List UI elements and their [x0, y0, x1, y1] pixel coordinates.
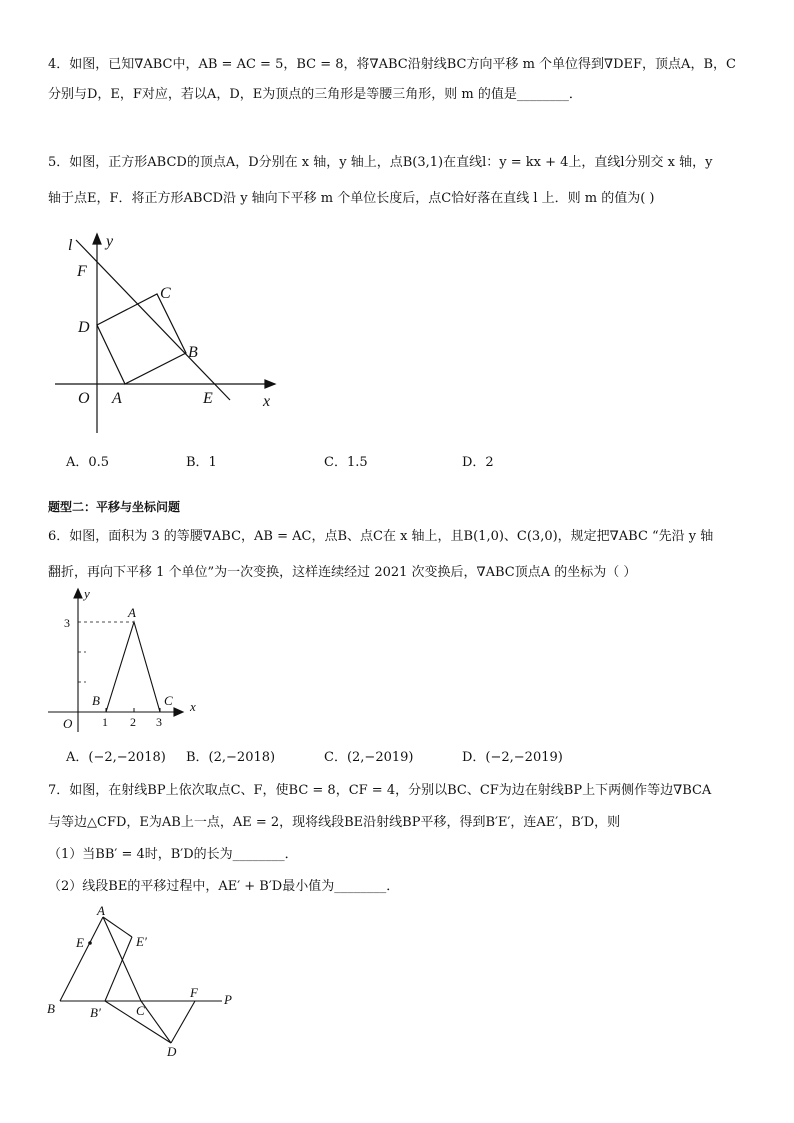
q7-label-B: B — [47, 1001, 55, 1016]
q7-side-fd — [171, 1001, 195, 1043]
q5-label-F: F — [77, 263, 87, 280]
q7-line3: （1）当BB′ = 4时，B′D的长为________． — [48, 847, 298, 862]
q5-label-y: y — [106, 233, 114, 250]
q6-option-b[interactable]: B．(2,−2018) — [186, 750, 276, 765]
q6-label-x: x — [190, 699, 196, 714]
q7-label-D: D — [167, 1044, 177, 1059]
q5-label-A: A — [112, 390, 122, 407]
q7-label-E-prime: E′ — [136, 934, 147, 949]
q6-figure — [46, 584, 216, 734]
q6-label-O: O — [63, 716, 73, 731]
q6-option-c[interactable]: C．(2,−2019) — [324, 750, 414, 765]
q5-figure — [50, 228, 290, 438]
q7-segment-b2e2 — [105, 937, 132, 1001]
q7-side-ab — [60, 917, 103, 1001]
q6-label-A: A — [128, 605, 136, 620]
q7-line4: （2）线段BE的平移过程中，AE′ + B′D最小值为________． — [48, 879, 400, 894]
q6-label-y: y — [84, 586, 90, 601]
q6-line1: 6．如图，面积为 3 的等腰∇ABC，AB = AC，点B、点C在 x 轴上，且B(1,0)、C(3,0)，规定把∇ABC “先沿 y 轴 — [48, 529, 714, 544]
q7-figure — [44, 904, 254, 1064]
q6-triangle-abc — [106, 622, 160, 712]
q5-label-E: E — [203, 390, 213, 407]
q7-point-e — [88, 941, 92, 945]
q6-tick-2: 2 — [130, 715, 136, 729]
q6-tick-3: 3 — [156, 715, 162, 729]
q5-label-l: l — [68, 237, 73, 254]
q5-label-O: O — [78, 390, 90, 407]
q5-option-d[interactable]: D．2 — [462, 455, 494, 470]
q5-line2: 轴于点E，F．将正方形ABCD沿 y 轴向下平移 m 个单位长度后，点C恰好落在直线 l 上．则 m 的值为( ) — [48, 191, 655, 206]
q5-label-D: D — [78, 319, 90, 336]
q6-label-B: B — [92, 693, 100, 708]
q7-line2: 与等边△CFD，E为AB上一点，AE = 2，现将线段BE沿射线BP平移，得到B′E′，连AE′，B′D，则 — [48, 815, 621, 830]
q5-line-l — [76, 240, 230, 400]
q7-label-A: A — [97, 903, 105, 918]
q7-line1: 7．如图，在射线BP上依次取点C、F，使BC = 8，CF = 4，分别以BC、CF为边在射线BP上下两侧作等边∇BCA — [48, 783, 712, 798]
q6-tick-y3: 3 — [64, 616, 70, 630]
section-title-2: 题型二：平移与坐标问题 — [48, 500, 181, 514]
q5-option-c[interactable]: C．1.5 — [324, 455, 368, 470]
q6-tick-1: 1 — [102, 715, 108, 729]
q5-option-a[interactable]: A．0.5 — [66, 455, 110, 470]
q7-label-F: F — [190, 985, 198, 1000]
q6-line2: 翻折，再向下平移 1 个单位”为一次变换，这样连续经过 2021 次变换后，∇ABC顶点A 的坐标为（ ） — [48, 565, 637, 580]
q5-label-B: B — [188, 344, 198, 361]
q4-line1: 4．如图，已知∇ABC中，AB = AC = 5，BC = 8，将∇ABC沿射线BC方向平移 m 个单位得到∇DEF，顶点A，B，C — [48, 57, 736, 72]
q4-line2: 分别与D，E，F对应，若以A，D，E为顶点的三角形是等腰三角形，则 m 的值是________． — [48, 87, 582, 102]
q6-label-C: C — [164, 693, 173, 708]
q7-side-cd — [141, 1001, 171, 1043]
q7-label-C: C — [136, 1003, 145, 1018]
q5-label-C: C — [160, 285, 171, 302]
q5-option-b[interactable]: B．1 — [186, 455, 217, 470]
q6-option-d[interactable]: D．(−2,−2019) — [462, 750, 563, 765]
q7-label-P: P — [224, 992, 232, 1007]
q7-label-B-prime: B′ — [90, 1005, 101, 1020]
q7-label-E: E — [76, 935, 84, 950]
q5-line1: 5．如图，正方形ABCD的顶点A，D分别在 x 轴，y 轴上，点B(3,1)在直线l：y = kx + 4上，直线l分别交 x 轴，y — [48, 155, 713, 170]
q5-label-x: x — [263, 393, 271, 410]
q6-option-a[interactable]: A．(−2,−2018) — [66, 750, 166, 765]
